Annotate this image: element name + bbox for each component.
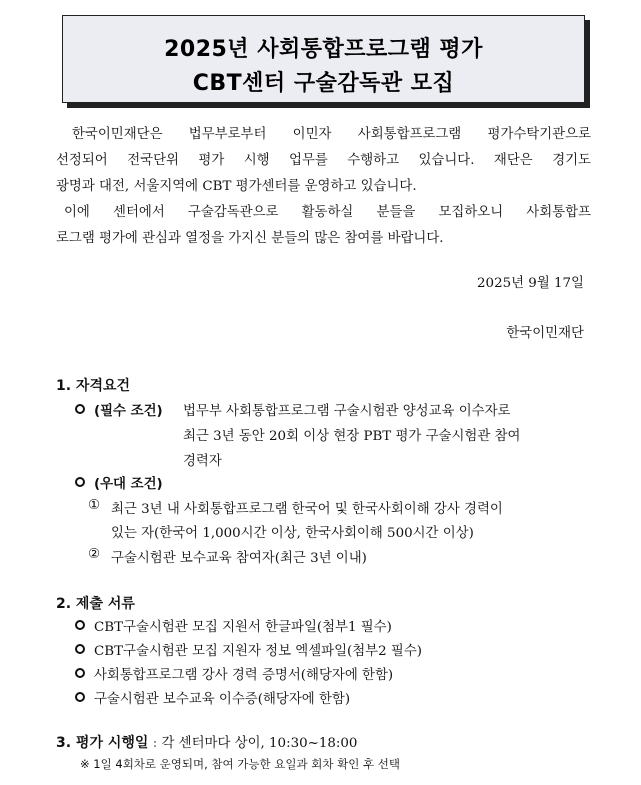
required-text-1: 법무부 사회통합프로그램 구술시험관 양성교육 이수자로 <box>183 404 511 419</box>
pref-text-2: 구술시험관 보수교육 참여자(최근 3년 이내) <box>111 551 367 566</box>
pref-num-1: ① <box>88 498 101 513</box>
schedule-note: ※ 1일 4회차로 운영되며, 참여 가능한 요일과 회차 확인 후 선택 <box>80 757 400 771</box>
document-item-1: CBT구술시험관 모집 지원서 한글파일(첨부1 필수) <box>94 620 392 635</box>
organization-name: 한국이민재단 <box>506 326 584 341</box>
pref-num-2: ② <box>88 547 101 562</box>
page-subtitle: CBT센터 구술감독관 모집 <box>192 71 455 96</box>
section-schedule-heading: 3. 평가 시행일 <box>56 735 149 751</box>
preferred-label: (우대 조건) <box>94 477 163 492</box>
document-item-4: 구술시험관 보수교육 이수증(해당자에 한함) <box>94 692 351 707</box>
required-label: (필수 조건) <box>94 404 163 419</box>
schedule-value: 각 센터마다 상이, 10:30~18:00 <box>161 736 358 751</box>
required-text-2: 최근 3년 동안 20회 이상 현장 PBT 평가 구술시험관 참여 <box>183 429 521 444</box>
document-item-3: 사회통합프로그램 강사 경력 증명서(해당자에 한함) <box>94 668 394 683</box>
document-item-2: CBT구술시험관 모집 지원자 정보 엑셀파일(첨부2 필수) <box>94 644 422 659</box>
circle-bullet-icon <box>75 668 85 678</box>
notice-date: 2025년 9월 17일 <box>477 276 584 291</box>
circle-bullet-icon <box>75 620 85 630</box>
page-title: 2025년 사회통합프로그램 평가 <box>164 37 483 62</box>
schedule-line <box>56 732 357 752</box>
circle-bullet-icon <box>75 692 85 702</box>
circle-bullet-icon <box>75 644 85 654</box>
schedule-separator: : <box>148 736 162 751</box>
intro-line-1: 한국이민재단은 법무부로부터 이민자 사회통합프로그램 평가수탁기관으로 <box>72 127 591 142</box>
circle-bullet-icon <box>75 477 85 487</box>
required-text-3: 경력자 <box>183 454 222 469</box>
section-documents-heading: 2. 제출 서류 <box>56 596 135 612</box>
intro-line-3: 광명과 대전, 서울지역에 CBT 평가센터를 운영하고 있습니다. <box>56 179 417 194</box>
intro-line-2: 선정되어 전국단위 평가 시행 업무를 수행하고 있습니다. 재단은 경기도 <box>56 153 591 168</box>
title-box <box>62 15 585 103</box>
pref-text-1a: 최근 3년 내 사회통합프로그램 한국어 및 한국사회이해 강사 경력이 <box>111 502 503 517</box>
section-qualifications-heading: 1. 자격요건 <box>56 378 131 394</box>
intro-line-5: 로그램 평가에 관심과 열정을 가지신 분들의 많은 참여를 바랍니다. <box>56 231 444 246</box>
intro-line-4: 이에 센터에서 구술감독관으로 활동하실 분들을 모집하오니 사회통합프 <box>64 205 591 220</box>
circle-bullet-icon <box>75 404 85 414</box>
pref-text-1b: 있는 자(한국어 1,000시간 이상, 한국사회이해 500시간 이상) <box>111 526 474 541</box>
